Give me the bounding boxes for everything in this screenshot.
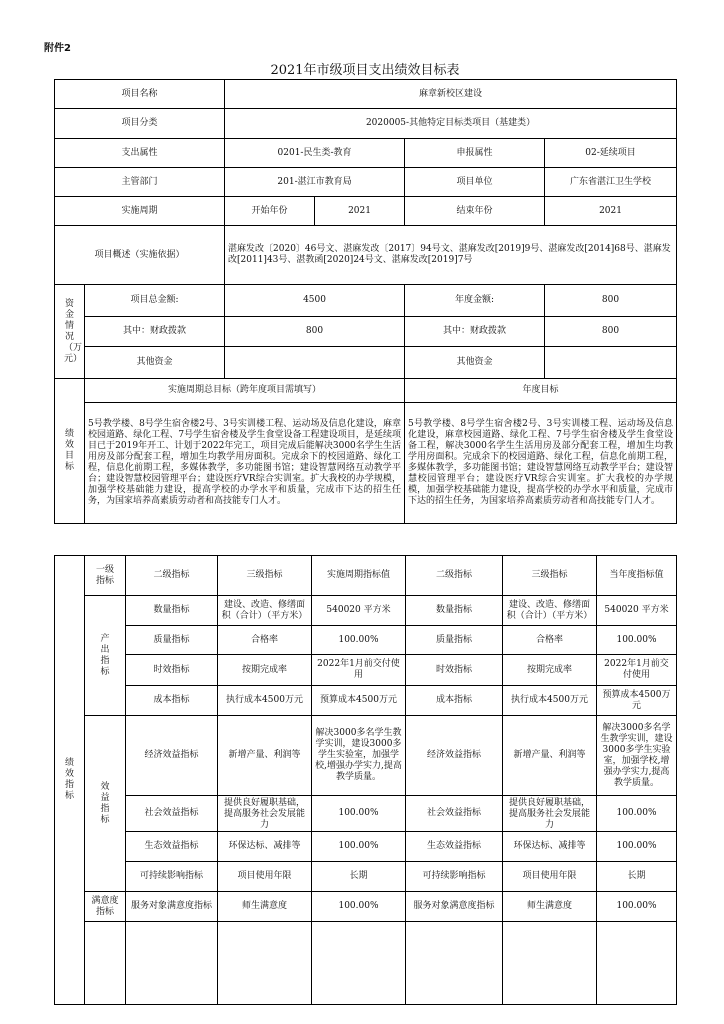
level2-annual-cell: 时效指标 (406, 655, 503, 686)
period-value-cell: 540020 平方米 (312, 596, 406, 626)
table-row (55, 716, 677, 796)
level3-cell: 建设、改造、修缮面积（合计）（平方米） (218, 596, 312, 626)
goal-total-text: 5号教学楼、8号学生宿舍楼2号、3号实训楼工程、运动场及信息化建设，麻章校园道路、绿化工程、7号学生宿舍楼及学生食堂设备工程建设项目，是延续项目已于2019年开工、计划于2022年完工，项目完成后能解决3000名学生生活用房及部分配套工程，增加生均教学用房面积。完成余下的校园道路、绿化工程，信息化前期工程，多媒体教学，多功能图书馆；建设智慧网络互动教学平台；建设智慧校园管理平台；建设医疗VR综合实训室。扩大我校的办学规模，加强学校基础能力建设，提高学校的办学水平和质量，完成市下达的招生任务，为国家培养高素质劳动者和高技能专门人才。 (85, 403, 405, 524)
row-overview (55, 226, 677, 285)
year-value-cell: 预算成本4500万元 (597, 686, 677, 716)
header-level3-annual: 三级指标 (503, 556, 597, 596)
table-row (55, 832, 677, 862)
expense-attr-label: 支出属性 (55, 139, 225, 168)
year-value-cell: 解决3000多名学生教学实训，建设3000多学生实验室，加强学校,增强办学实力,提高教学质量。 (597, 716, 677, 796)
empty-cell (126, 922, 218, 1005)
fiscal-annual-label: 其中：财政拨款 (405, 317, 545, 347)
funds-label: 资金情况（万元） (55, 285, 85, 379)
period-value-cell: 2022年1月前交付使用 (312, 655, 406, 686)
year-value-cell: 540020 平方米 (597, 596, 677, 626)
row-goal-texts (55, 403, 677, 524)
level3-annual-cell: 按期完成率 (503, 655, 597, 686)
other-total-label: 其他资金 (85, 347, 225, 379)
header-level1: 一级指标 (85, 556, 126, 596)
level2-cell: 服务对象满意度指标 (126, 892, 218, 922)
level2-annual-cell: 经济效益指标 (406, 716, 503, 796)
end-year-value: 2021 (545, 197, 677, 226)
output-label: 产出指标 (85, 596, 126, 716)
empty-cell (406, 922, 503, 1005)
level3-annual-cell: 建设、改造、修缮面积（合计）（平方米） (503, 596, 597, 626)
empty-cell (312, 922, 406, 1005)
benefit-label: 效益指标 (85, 716, 126, 892)
row-indicator-headers (55, 556, 677, 596)
performance-indicator-table (54, 555, 677, 1005)
other-total-value (225, 347, 405, 379)
empty-cell (85, 922, 126, 1005)
unit-label: 项目单位 (405, 168, 545, 197)
row-attributes (55, 139, 677, 168)
declare-attr-label: 申报属性 (405, 139, 545, 168)
level2-annual-cell: 社会效益指标 (406, 796, 503, 832)
goal-annual-header: 年度目标 (405, 379, 677, 403)
year-value-cell: 100.00% (597, 796, 677, 832)
empty-cell (503, 922, 597, 1005)
level3-annual-cell: 项目使用年限 (503, 862, 597, 892)
level3-annual-cell: 师生满意度 (503, 892, 597, 922)
table-row (55, 796, 677, 832)
table-row (55, 626, 677, 655)
level2-annual-cell: 成本指标 (406, 686, 503, 716)
row-project-category (55, 109, 677, 139)
period-value-cell: 解决3000多名学生教学实训，建设3000多学生实验室，加强学校,增强办学实力,提高教学质量。 (312, 716, 406, 796)
level2-cell: 生态效益指标 (126, 832, 218, 862)
overview-label: 项目概述（实施依据） (55, 226, 225, 285)
level2-cell: 时效指标 (126, 655, 218, 686)
level3-cell: 提供良好履职基础，提高服务社会发展能力 (218, 796, 312, 832)
level3-cell: 新增产量、利润等 (218, 716, 312, 796)
year-value-cell: 长期 (597, 862, 677, 892)
level2-annual-cell: 生态效益指标 (406, 832, 503, 862)
empty-cell (597, 922, 677, 1005)
level3-cell: 合格率 (218, 626, 312, 655)
declare-attr-value: 02-延续项目 (545, 139, 677, 168)
table-row (55, 892, 677, 922)
basic-info-table (54, 79, 677, 524)
level3-annual-cell: 合格率 (503, 626, 597, 655)
row-goal-headers (55, 379, 677, 403)
fiscal-total-value: 800 (225, 317, 405, 347)
level2-annual-cell: 服务对象满意度指标 (406, 892, 503, 922)
period-value-cell: 100.00% (312, 796, 406, 832)
attachment-label: 附件2 (44, 43, 71, 54)
expense-attr-value: 0201-民生类-教育 (225, 139, 405, 168)
table-row (55, 596, 677, 626)
dept-label: 主管部门 (55, 168, 225, 197)
level2-annual-cell: 质量指标 (406, 626, 503, 655)
overview-text: 湛麻发改〔2020〕46号文、湛麻发改〔2017〕94号文、湛麻发改[2019]9号、湛麻发改[2014]68号、湛麻发改[2011]43号、湛教函[2020]24号文、湛麻发改[2019]7号 (225, 226, 677, 285)
level2-cell: 数量指标 (126, 596, 218, 626)
perf-label: 绩效指标 (55, 556, 85, 1005)
level3-annual-cell: 提供良好履职基础，提高服务社会发展能力 (503, 796, 597, 832)
satisfaction-label: 满意度指标 (85, 892, 126, 922)
level3-cell: 环保达标、减排等 (218, 832, 312, 862)
row-funds-fiscal (55, 317, 677, 347)
row-funds-other (55, 347, 677, 379)
other-annual-label: 其他资金 (405, 347, 545, 379)
period-value-cell: 长期 (312, 862, 406, 892)
year-value-cell: 2022年1月前交付使用 (597, 655, 677, 686)
level2-cell: 可持续影响指标 (126, 862, 218, 892)
goals-label: 绩效目标 (55, 379, 85, 524)
header-level2: 二级指标 (126, 556, 218, 596)
period-value-cell: 100.00% (312, 626, 406, 655)
table-row-empty (55, 922, 677, 1005)
year-value-cell: 100.00% (597, 832, 677, 862)
level3-annual-cell: 环保达标、减排等 (503, 832, 597, 862)
period-value-cell: 100.00% (312, 832, 406, 862)
empty-cell (218, 922, 312, 1005)
level3-annual-cell: 新增产量、利润等 (503, 716, 597, 796)
row-project-name (55, 80, 677, 109)
dept-value: 201-湛江市教育局 (225, 168, 405, 197)
project-category-label: 项目分类 (55, 109, 225, 139)
table-row (55, 686, 677, 716)
project-name-label: 项目名称 (55, 80, 225, 109)
row-funds-total (55, 285, 677, 317)
year-value-cell: 100.00% (597, 892, 677, 922)
level2-annual-cell: 数量指标 (406, 596, 503, 626)
period-value-cell: 预算成本4500万元 (312, 686, 406, 716)
level2-cell: 成本指标 (126, 686, 218, 716)
header-level2-annual: 二级指标 (406, 556, 503, 596)
period-label: 实施周期 (55, 197, 225, 226)
project-category-value: 2020005-其他特定目标类项目（基建类） (225, 109, 677, 139)
fiscal-total-label: 其中：财政拨款 (85, 317, 225, 347)
period-value-cell: 100.00% (312, 892, 406, 922)
level2-cell: 质量指标 (126, 626, 218, 655)
other-annual-value (545, 347, 677, 379)
header-year-value: 当年度指标值 (597, 556, 677, 596)
header-level3: 三级指标 (218, 556, 312, 596)
unit-value: 广东省湛江卫生学校 (545, 168, 677, 197)
level3-cell: 按期完成率 (218, 655, 312, 686)
level2-annual-cell: 可持续影响指标 (406, 862, 503, 892)
annual-amount-value: 800 (545, 285, 677, 317)
goal-total-header: 实施周期总目标（跨年度项目需填写） (85, 379, 405, 403)
year-value-cell: 100.00% (597, 626, 677, 655)
row-department (55, 168, 677, 197)
level2-cell: 经济效益指标 (126, 716, 218, 796)
total-amount-value: 4500 (225, 285, 405, 317)
table-row (55, 862, 677, 892)
level3-cell: 项目使用年限 (218, 862, 312, 892)
annual-amount-label: 年度金额: (405, 285, 545, 317)
end-year-label: 结束年份 (405, 197, 545, 226)
total-amount-label: 项目总金额: (85, 285, 225, 317)
level3-cell: 师生满意度 (218, 892, 312, 922)
level3-annual-cell: 执行成本4500万元 (503, 686, 597, 716)
start-year-value: 2021 (315, 197, 405, 226)
start-year-label: 开始年份 (225, 197, 315, 226)
level3-cell: 执行成本4500万元 (218, 686, 312, 716)
table-row (55, 655, 677, 686)
goal-annual-text: 5号教学楼、8号学生宿舍楼2号、3号实训楼工程、运动场及信息化建设，麻章校园道路、绿化工程、7号学生宿舍楼及学生食堂设备工程，解决3000名学生生活用房及部分配套工程，增加生均教学用房面积。完成余下的校园道路、绿化工程，信息化前期工程，多媒体教学，多功能图书馆；建设智慧网络互动教学平台；建设智慧校园管理平台；建设医疗VR综合实训室。扩大我校的办学规模，加强学校基础能力建设，提高学校的办学水平和质量，完成市下达的招生任务，为国家培养高素质劳动者和高技能专门人才。 (405, 403, 677, 524)
level2-cell: 社会效益指标 (126, 796, 218, 832)
project-name-value: 麻章新校区建设 (225, 80, 677, 109)
page-title: 2021年市级项目支出绩效目标表 (270, 63, 460, 78)
fiscal-annual-value: 800 (545, 317, 677, 347)
header-period-value: 实施周期指标值 (312, 556, 406, 596)
row-period (55, 197, 677, 226)
